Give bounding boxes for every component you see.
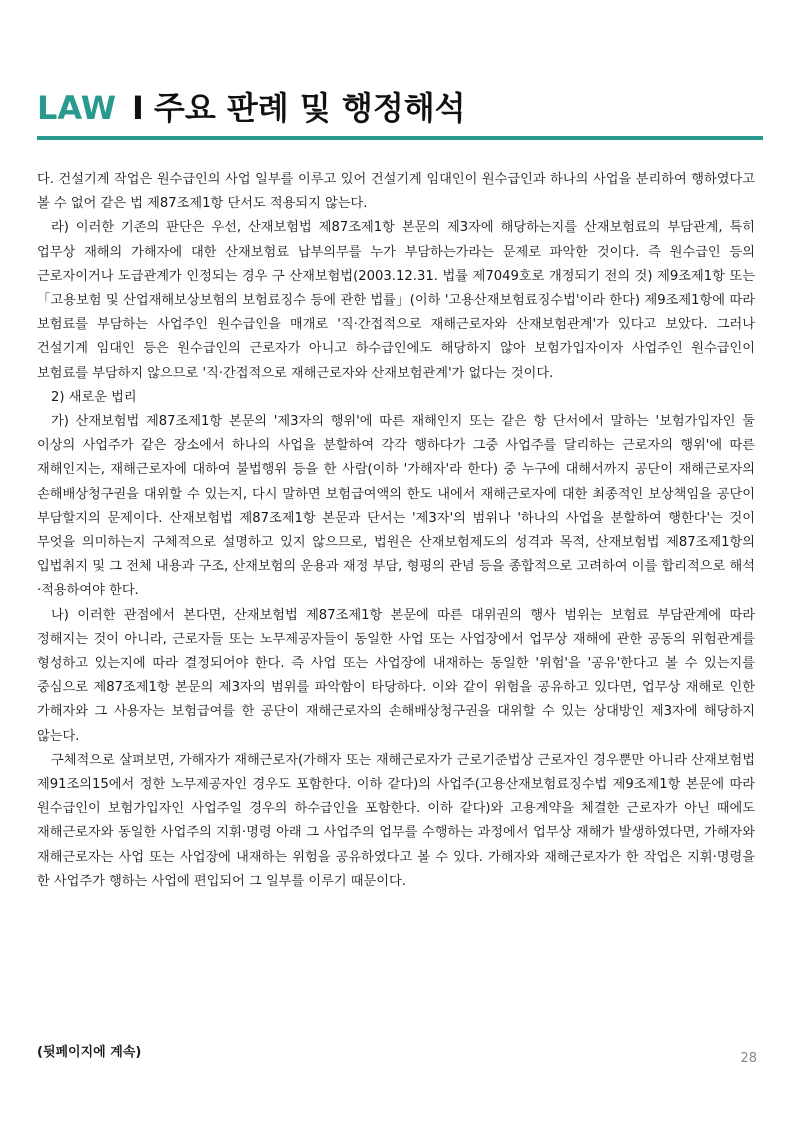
header-rule	[37, 136, 763, 140]
paragraph: 나) 이러한 관점에서 본다면, 산재보험법 제87조제1항 본문에 따른 대위권의 행사 범위는 보험료 부담관계에 따라 정해지는 것이 아니라, 근로자들 또는 노무제공자들이 동일한 사업 또는 사업장에서 업무상 재해에 관한 공동의 위험관계를 형성하고 있는지에 따라 결정되어야 한다. 즉 사업 또는 사업장에 내재하는 동일한 '위험'을 '공유'한다고 볼 수 있는지를 중심으로 제87조제1항 본문의 제3자의 범위를 파악함이 타당하다. 이와 같이 위험을 공유하고 있다면, 업무상 재해로 인한 가해자와 그 사용자는 보험급여를 한 공단이 재해근로자의 손해배상청구권을 대위할 수 있는 상대방인 제3자에 해당하지 않는다.	[37, 607, 755, 744]
paragraph: 다. 건설기계 작업은 원수급인의 사업 일부를 이루고 있어 건설기계 임대인이 원수급인과 하나의 사업을 분리하여 행하였다고 볼 수 없어 같은 법 제87조제1항 단서도 적용되지 않는다.	[37, 172, 755, 212]
paragraph: 라) 이러한 기존의 판단은 우선, 산재보험법 제87조제1항 본문의 제3자에 해당하는지를 산재보험료의 부담관계, 특히 업무상 재해의 가해자에 대한 산재보험료 납부의무를 누가 부담하는가라는 문제로 파악한 것이다. 즉 원수급인 등의 근로자이거나 도급관계가 인정되는 경우 구 산재보험법(2003.12.31. 법률 제7049호로 개정되기 전의 것) 제9조제1항 또는 「고용보험 및 산업재해보상보험의 보험료징수 등에 관한 법률」(이하 '고용산재보험료징수법'이라 한다) 제9조제1항에 따라 보험료를 부담하는 사업주인 원수급인을 매개로 '직·간접적으로 재해근로자와 산재보험관계'가 있다고 보았다. 그러나 건설기계 임대인 등은 원수급인의 근로자가 아니고 하수급인에도 해당하지 않아 보험가입자이자 사업주인 원수급인이 보험료를 부담하지 않으므로 '직·간접적으로 재해근로자와 산재보험관계'가 없다는 것이다.	[37, 220, 755, 381]
page-title: 주요 판례 및 행정해석	[153, 89, 466, 127]
section-title	[37, 80, 763, 136]
law-label: LAW	[37, 89, 117, 127]
paragraph: 가) 산재보험법 제87조제1항 본문의 '제3자의 행위'에 따른 재해인지 또는 같은 항 단서에서 말하는 '보험가입자인 둘 이상의 사업주가 같은 장소에서 하나의 사업을 분할하여 각각 행하다가 그중 사업주를 달리하는 근로자의 행위'에 따른 재해인지는, 재해근로자에 대하여 불법행위 등을 한 사람(이하 '가해자'라 한다) 중 누구에 대해서까지 공단이 재해근로자의 손해배상청구권을 대위할 수 있는지, 다시 말하면 보험급여액의 한도 내에서 재해근로자에 대한 최종적인 보상책임을 공단이 부담할지의 문제이다. 산재보험법 제87조제1항 본문과 단서는 '제3자'의 범위나 '하나의 사업을 분할하여 행한다'는 것이 무엇을 의미하는지 구체적으로 설명하고 있지 않으므로, 법원은 산재보험제도의 성격과 목적, 산재보험법 제87조제1항의 입법취지 및 그 전체 내용과 구조, 산재보험의 운용과 재정 부담, 형평의 관념 등을 종합적으로 고려하여 이를 합리적으로 해석·적용하여야 한다.	[37, 414, 755, 599]
continued-note: (뒷페이지에 계속)	[37, 1045, 142, 1060]
page-number: 28	[740, 1051, 757, 1066]
paragraph: 구체적으로 살펴보면, 가해자가 재해근로자(가해자 또는 재해근로자가 근로기준법상 근로자인 경우뿐만 아니라 산재보험법 제91조의15에서 정한 노무제공자인 경우도 포함한다. 이하 같다)의 사업주(고용산재보험료징수법 제9조제1항 본문에 따라 원수급인이 보험가입자인 사업주일 경우의 하수급인을 포함한다. 이하 같다)와 고용계약을 체결한 근로자가 아닌 때에도 재해근로자와 동일한 사업주의 지휘·명령 아래 그 사업주의 업무를 수행하는 과정에서 업무상 재해가 발생하였다면, 가해자와 재해근로자는 사업 또는 사업장에 내재하는 위험을 공유하였다고 볼 수 있다. 가해자와 재해근로자가 한 작업은 지휘·명령을 한 사업주가 행하는 사업에 편입되어 그 일부를 이루기 때문이다.	[37, 752, 755, 889]
title-separator: I	[132, 89, 144, 127]
subheading: 2) 새로운 법리	[51, 389, 137, 405]
document-body	[37, 168, 755, 894]
page-header	[37, 80, 763, 140]
